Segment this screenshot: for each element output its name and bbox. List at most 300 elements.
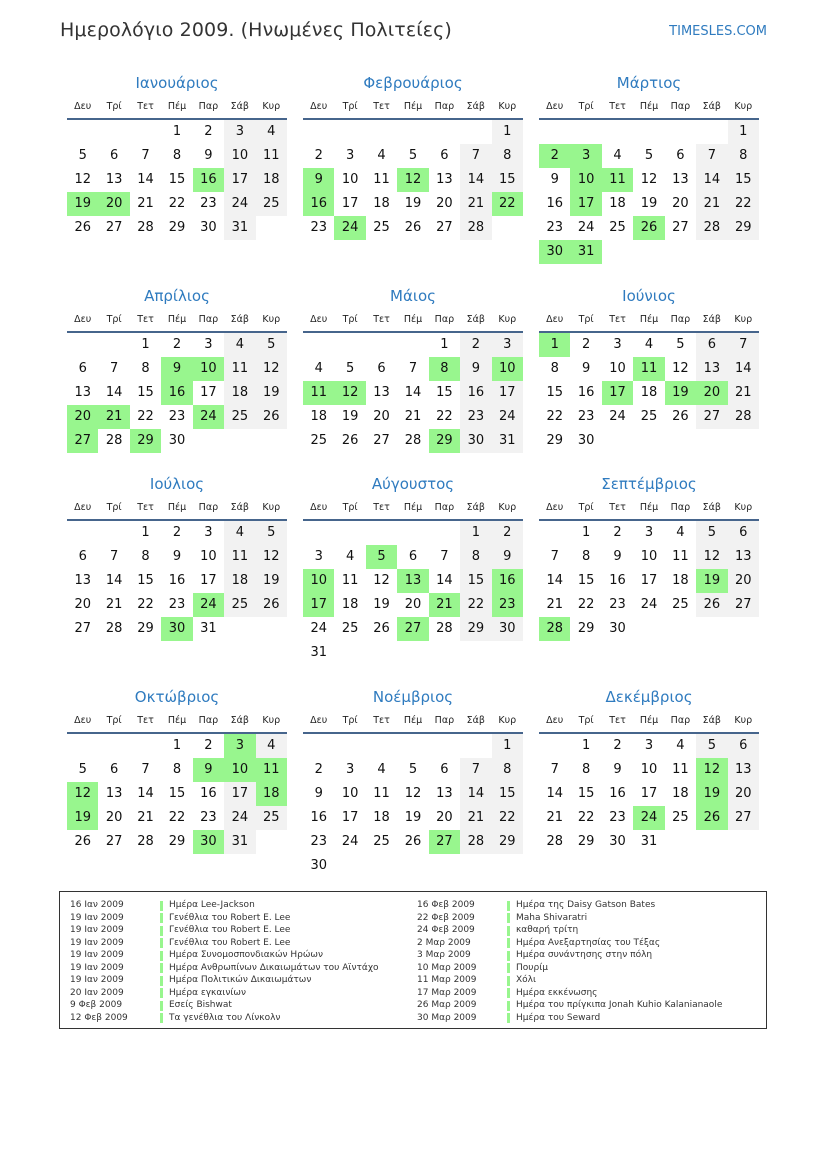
day-cell[interactable]: 8	[172, 762, 182, 777]
day-cell[interactable]: 26	[74, 834, 91, 849]
day-cell[interactable]: 1	[141, 337, 150, 352]
day-cell[interactable]: 1	[581, 525, 591, 540]
day-cell[interactable]: 13	[105, 786, 123, 801]
day-cell[interactable]: 18	[256, 168, 287, 192]
day-cell[interactable]: 7	[109, 361, 119, 376]
day-cell[interactable]: 11	[373, 172, 390, 187]
day-cell[interactable]: 18	[341, 597, 359, 612]
day-cell[interactable]: 28	[404, 433, 422, 448]
day-cell[interactable]: 10	[609, 361, 626, 376]
day-cell[interactable]: 17	[224, 168, 255, 192]
day-cell[interactable]: 27	[105, 220, 123, 235]
day-cell[interactable]: 20	[105, 810, 123, 825]
day-cell[interactable]: 6	[377, 361, 386, 376]
day-cell[interactable]: 27	[728, 593, 759, 617]
day-cell[interactable]: 20	[436, 196, 453, 211]
holiday-day-cell[interactable]: 26	[696, 806, 727, 830]
day-cell[interactable]: 2	[581, 337, 591, 352]
day-cell[interactable]: 8	[141, 361, 150, 376]
day-cell[interactable]: 29	[728, 216, 759, 240]
day-cell[interactable]: 11	[672, 762, 689, 777]
day-cell[interactable]: 15	[436, 385, 453, 400]
day-cell[interactable]: 7	[408, 361, 418, 376]
day-cell[interactable]: 29	[492, 830, 523, 854]
day-cell[interactable]: 15	[168, 786, 186, 801]
day-cell[interactable]: 24	[224, 192, 255, 216]
day-cell[interactable]: 14	[546, 573, 563, 588]
day-cell[interactable]: 25	[609, 220, 626, 235]
day-cell[interactable]: 22	[137, 409, 154, 424]
day-cell[interactable]: 24	[609, 409, 626, 424]
day-cell[interactable]: 9	[581, 361, 591, 376]
holiday-day-cell[interactable]: 17	[570, 192, 601, 216]
day-cell[interactable]: 4	[676, 525, 685, 540]
day-cell[interactable]: 26	[256, 405, 287, 429]
day-cell[interactable]: 13	[74, 385, 91, 400]
day-cell[interactable]: 1	[460, 521, 491, 545]
holiday-day-cell[interactable]: 20	[98, 192, 129, 216]
day-cell[interactable]: 23	[577, 409, 595, 424]
day-cell[interactable]: 2	[314, 148, 323, 163]
holiday-day-cell[interactable]: 23	[492, 593, 523, 617]
holiday-day-cell[interactable]: 27	[397, 617, 428, 641]
day-cell[interactable]: 11	[341, 573, 359, 588]
day-cell[interactable]: 16	[546, 196, 563, 211]
holiday-day-cell[interactable]: 1	[539, 333, 570, 357]
day-cell[interactable]: 17	[200, 385, 217, 400]
day-cell[interactable]: 8	[728, 144, 759, 168]
day-cell[interactable]: 28	[728, 405, 759, 429]
holiday-day-cell[interactable]: 27	[429, 830, 460, 854]
holiday-day-cell[interactable]: 3	[224, 734, 255, 758]
day-cell[interactable]: 9	[460, 357, 491, 381]
holiday-day-cell[interactable]: 3	[570, 144, 601, 168]
day-cell[interactable]: 17	[200, 573, 217, 588]
day-cell[interactable]: 30	[492, 617, 523, 641]
holiday-day-cell[interactable]: 12	[397, 168, 428, 192]
day-cell[interactable]: 4	[224, 333, 255, 357]
day-cell[interactable]: 15	[546, 385, 563, 400]
day-cell[interactable]: 30	[577, 433, 595, 448]
day-cell[interactable]: 26	[74, 220, 91, 235]
day-cell[interactable]: 5	[78, 148, 87, 163]
day-cell[interactable]: 19	[256, 381, 287, 405]
day-cell[interactable]: 8	[172, 148, 182, 163]
day-cell[interactable]: 9	[613, 549, 622, 564]
day-cell[interactable]: 3	[644, 738, 654, 753]
day-cell[interactable]: 27	[74, 621, 91, 636]
day-cell[interactable]: 20	[728, 569, 759, 593]
day-cell[interactable]: 27	[672, 220, 689, 235]
day-cell[interactable]: 21	[105, 597, 123, 612]
day-cell[interactable]: 16	[200, 786, 217, 801]
day-cell[interactable]: 13	[672, 172, 689, 187]
day-cell[interactable]: 4	[377, 762, 386, 777]
day-cell[interactable]: 19	[404, 810, 422, 825]
day-cell[interactable]: 7	[728, 333, 759, 357]
day-cell[interactable]: 7	[696, 144, 727, 168]
day-cell[interactable]: 17	[492, 381, 523, 405]
holiday-day-cell[interactable]: 12	[696, 758, 727, 782]
holiday-day-cell[interactable]: 11	[633, 357, 664, 381]
holiday-day-cell[interactable]: 29	[130, 429, 161, 453]
day-cell[interactable]: 15	[137, 385, 154, 400]
day-cell[interactable]: 17	[341, 196, 359, 211]
day-cell[interactable]: 25	[224, 593, 255, 617]
day-cell[interactable]: 18	[224, 381, 255, 405]
day-cell[interactable]: 2	[172, 337, 182, 352]
day-cell[interactable]: 6	[408, 549, 418, 564]
day-cell[interactable]: 3	[204, 337, 213, 352]
holiday-day-cell[interactable]: 31	[570, 240, 601, 264]
holiday-day-cell[interactable]: 20	[696, 381, 727, 405]
day-cell[interactable]: 23	[168, 409, 186, 424]
day-cell[interactable]: 29	[577, 621, 595, 636]
day-cell[interactable]: 27	[373, 433, 390, 448]
day-cell[interactable]: 14	[436, 573, 453, 588]
day-cell[interactable]: 14	[460, 782, 491, 806]
day-cell[interactable]: 12	[404, 786, 422, 801]
day-cell[interactable]: 7	[550, 549, 559, 564]
day-cell[interactable]: 6	[728, 734, 759, 758]
day-cell[interactable]: 9	[204, 148, 213, 163]
day-cell[interactable]: 29	[137, 621, 154, 636]
day-cell[interactable]: 18	[609, 196, 626, 211]
day-cell[interactable]: 10	[200, 549, 217, 564]
day-cell[interactable]: 15	[577, 573, 595, 588]
day-cell[interactable]: 28	[546, 834, 563, 849]
day-cell[interactable]: 6	[676, 148, 685, 163]
holiday-day-cell[interactable]: 30	[161, 617, 192, 641]
day-cell[interactable]: 19	[256, 569, 287, 593]
day-cell[interactable]: 29	[168, 220, 186, 235]
day-cell[interactable]: 12	[256, 357, 287, 381]
day-cell[interactable]: 26	[256, 593, 287, 617]
day-cell[interactable]: 28	[137, 834, 154, 849]
day-cell[interactable]: 28	[105, 433, 123, 448]
day-cell[interactable]: 23	[609, 597, 626, 612]
day-cell[interactable]: 4	[676, 738, 685, 753]
day-cell[interactable]: 13	[436, 172, 453, 187]
holiday-day-cell[interactable]: 9	[303, 168, 334, 192]
day-cell[interactable]: 17	[224, 782, 255, 806]
day-cell[interactable]: 13	[436, 786, 453, 801]
holiday-day-cell[interactable]: 27	[67, 429, 98, 453]
day-cell[interactable]: 28	[460, 830, 491, 854]
day-cell[interactable]: 21	[696, 192, 727, 216]
day-cell[interactable]: 21	[728, 381, 759, 405]
day-cell[interactable]: 28	[460, 216, 491, 240]
day-cell[interactable]: 27	[696, 405, 727, 429]
holiday-day-cell[interactable]: 16	[161, 381, 192, 405]
day-cell[interactable]: 26	[404, 220, 422, 235]
day-cell[interactable]: 25	[640, 409, 658, 424]
day-cell[interactable]: 30	[460, 429, 491, 453]
day-cell[interactable]: 15	[492, 168, 523, 192]
day-cell[interactable]: 13	[373, 385, 390, 400]
holiday-day-cell[interactable]: 19	[67, 192, 98, 216]
holiday-day-cell[interactable]: 26	[633, 216, 664, 240]
day-cell[interactable]: 19	[640, 196, 658, 211]
day-cell[interactable]: 14	[696, 168, 727, 192]
holiday-day-cell[interactable]: 16	[193, 168, 224, 192]
day-cell[interactable]: 5	[644, 148, 654, 163]
day-cell[interactable]: 11	[224, 545, 255, 569]
day-cell[interactable]: 3	[345, 762, 355, 777]
day-cell[interactable]: 20	[672, 196, 689, 211]
day-cell[interactable]: 5	[408, 762, 418, 777]
day-cell[interactable]: 21	[404, 409, 422, 424]
day-cell[interactable]: 23	[460, 405, 491, 429]
day-cell[interactable]: 8	[550, 361, 559, 376]
day-cell[interactable]: 24	[492, 405, 523, 429]
holiday-day-cell[interactable]: 12	[67, 782, 98, 806]
day-cell[interactable]: 18	[640, 385, 658, 400]
day-cell[interactable]: 22	[460, 593, 491, 617]
day-cell[interactable]: 6	[78, 549, 87, 564]
day-cell[interactable]: 30	[609, 621, 626, 636]
day-cell[interactable]: 10	[640, 762, 658, 777]
day-cell[interactable]: 4	[256, 120, 287, 144]
holiday-day-cell[interactable]: 9	[161, 357, 192, 381]
day-cell[interactable]: 25	[672, 597, 689, 612]
day-cell[interactable]: 4	[345, 549, 355, 564]
day-cell[interactable]: 21	[460, 192, 491, 216]
day-cell[interactable]: 8	[141, 549, 150, 564]
day-cell[interactable]: 5	[345, 361, 355, 376]
holiday-day-cell[interactable]: 21	[98, 405, 129, 429]
day-cell[interactable]: 14	[546, 786, 563, 801]
day-cell[interactable]: 23	[200, 196, 217, 211]
day-cell[interactable]: 7	[109, 549, 119, 564]
day-cell[interactable]: 8	[492, 144, 523, 168]
day-cell[interactable]: 25	[310, 433, 327, 448]
day-cell[interactable]: 3	[345, 148, 355, 163]
day-cell[interactable]: 18	[373, 196, 390, 211]
day-cell[interactable]: 30	[200, 220, 217, 235]
day-cell[interactable]: 7	[460, 758, 491, 782]
day-cell[interactable]: 3	[492, 333, 523, 357]
day-cell[interactable]: 21	[546, 810, 563, 825]
day-cell[interactable]: 31	[640, 834, 658, 849]
day-cell[interactable]: 23	[168, 597, 186, 612]
day-cell[interactable]: 3	[224, 120, 255, 144]
day-cell[interactable]: 4	[314, 361, 323, 376]
day-cell[interactable]: 12	[696, 545, 727, 569]
day-cell[interactable]: 24	[341, 834, 359, 849]
day-cell[interactable]: 20	[404, 597, 422, 612]
day-cell[interactable]: 1	[440, 337, 449, 352]
day-cell[interactable]: 11	[224, 357, 255, 381]
day-cell[interactable]: 13	[105, 172, 123, 187]
day-cell[interactable]: 25	[373, 220, 390, 235]
day-cell[interactable]: 28	[105, 621, 123, 636]
holiday-day-cell[interactable]: 17	[602, 381, 633, 405]
day-cell[interactable]: 6	[440, 762, 449, 777]
day-cell[interactable]: 5	[256, 333, 287, 357]
day-cell[interactable]: 18	[672, 573, 689, 588]
holiday-day-cell[interactable]: 29	[429, 429, 460, 453]
day-cell[interactable]: 11	[672, 549, 689, 564]
day-cell[interactable]: 23	[609, 810, 626, 825]
day-cell[interactable]: 17	[640, 573, 658, 588]
day-cell[interactable]: 17	[640, 786, 658, 801]
holiday-day-cell[interactable]: 9	[193, 758, 224, 782]
day-cell[interactable]: 5	[696, 521, 727, 545]
holiday-day-cell[interactable]: 19	[665, 381, 696, 405]
day-cell[interactable]: 29	[577, 834, 595, 849]
day-cell[interactable]: 5	[256, 521, 287, 545]
day-cell[interactable]: 14	[728, 357, 759, 381]
day-cell[interactable]: 15	[728, 168, 759, 192]
holiday-day-cell[interactable]: 20	[67, 405, 98, 429]
day-cell[interactable]: 1	[581, 738, 591, 753]
holiday-day-cell[interactable]: 24	[633, 806, 664, 830]
day-cell[interactable]: 29	[460, 617, 491, 641]
day-cell[interactable]: 27	[728, 806, 759, 830]
holiday-day-cell[interactable]: 10	[303, 569, 334, 593]
day-cell[interactable]: 30	[168, 433, 186, 448]
day-cell[interactable]: 4	[377, 148, 386, 163]
day-cell[interactable]: 2	[314, 762, 323, 777]
day-cell[interactable]: 21	[137, 196, 154, 211]
day-cell[interactable]: 22	[577, 810, 595, 825]
day-cell[interactable]: 7	[460, 144, 491, 168]
day-cell[interactable]: 1	[728, 120, 759, 144]
day-cell[interactable]: 1	[141, 525, 150, 540]
day-cell[interactable]: 14	[105, 573, 123, 588]
day-cell[interactable]: 7	[440, 549, 449, 564]
day-cell[interactable]: 19	[373, 597, 390, 612]
day-cell[interactable]: 15	[460, 569, 491, 593]
day-cell[interactable]: 25	[256, 806, 287, 830]
day-cell[interactable]: 11	[373, 786, 390, 801]
day-cell[interactable]: 5	[408, 148, 418, 163]
holiday-day-cell[interactable]: 10	[193, 357, 224, 381]
day-cell[interactable]: 14	[137, 786, 154, 801]
day-cell[interactable]: 31	[224, 830, 255, 854]
day-cell[interactable]: 2	[613, 525, 622, 540]
holiday-day-cell[interactable]: 12	[334, 381, 365, 405]
day-cell[interactable]: 3	[613, 337, 622, 352]
day-cell[interactable]: 1	[492, 120, 523, 144]
day-cell[interactable]: 14	[137, 172, 154, 187]
day-cell[interactable]: 3	[314, 549, 323, 564]
holiday-day-cell[interactable]: 18	[256, 782, 287, 806]
day-cell[interactable]: 26	[404, 834, 422, 849]
day-cell[interactable]: 23	[310, 220, 327, 235]
day-cell[interactable]: 5	[78, 762, 87, 777]
day-cell[interactable]: 22	[577, 597, 595, 612]
holiday-day-cell[interactable]: 19	[696, 569, 727, 593]
day-cell[interactable]: 8	[581, 549, 591, 564]
holiday-day-cell[interactable]: 11	[303, 381, 334, 405]
day-cell[interactable]: 28	[137, 220, 154, 235]
day-cell[interactable]: 31	[492, 429, 523, 453]
day-cell[interactable]: 3	[644, 525, 654, 540]
day-cell[interactable]: 23	[310, 834, 327, 849]
day-cell[interactable]: 10	[341, 786, 359, 801]
day-cell[interactable]: 7	[141, 148, 150, 163]
day-cell[interactable]: 12	[74, 172, 91, 187]
day-cell[interactable]: 26	[341, 433, 359, 448]
day-cell[interactable]: 20	[436, 810, 453, 825]
day-cell[interactable]: 15	[577, 786, 595, 801]
day-cell[interactable]: 4	[224, 521, 255, 545]
holiday-day-cell[interactable]: 13	[397, 569, 428, 593]
holiday-day-cell[interactable]: 10	[492, 357, 523, 381]
day-cell[interactable]: 31	[224, 216, 255, 240]
day-cell[interactable]: 9	[314, 786, 323, 801]
day-cell[interactable]: 2	[460, 333, 491, 357]
day-cell[interactable]: 21	[546, 597, 563, 612]
day-cell[interactable]: 18	[224, 569, 255, 593]
day-cell[interactable]: 1	[492, 734, 523, 758]
day-cell[interactable]: 20	[74, 597, 91, 612]
day-cell[interactable]: 16	[609, 573, 626, 588]
day-cell[interactable]: 25	[341, 621, 359, 636]
holiday-day-cell[interactable]: 16	[492, 569, 523, 593]
day-cell[interactable]: 27	[436, 220, 453, 235]
day-cell[interactable]: 5	[696, 734, 727, 758]
day-cell[interactable]: 24	[640, 597, 658, 612]
day-cell[interactable]: 6	[440, 148, 449, 163]
day-cell[interactable]: 9	[492, 545, 523, 569]
day-cell[interactable]: 29	[546, 433, 563, 448]
holiday-day-cell[interactable]: 2	[539, 144, 570, 168]
day-cell[interactable]: 6	[728, 521, 759, 545]
day-cell[interactable]: 16	[460, 381, 491, 405]
day-cell[interactable]: 22	[492, 806, 523, 830]
day-cell[interactable]: 21	[460, 806, 491, 830]
day-cell[interactable]: 21	[137, 810, 154, 825]
site-logo[interactable]: TIMESLES.COM	[669, 24, 767, 39]
day-cell[interactable]: 12	[640, 172, 658, 187]
day-cell[interactable]: 4	[613, 148, 622, 163]
day-cell[interactable]: 10	[640, 549, 658, 564]
day-cell[interactable]: 8	[460, 545, 491, 569]
day-cell[interactable]: 11	[256, 144, 287, 168]
day-cell[interactable]: 8	[492, 758, 523, 782]
day-cell[interactable]: 29	[168, 834, 186, 849]
day-cell[interactable]: 14	[404, 385, 422, 400]
day-cell[interactable]: 5	[676, 337, 685, 352]
day-cell[interactable]: 15	[492, 782, 523, 806]
day-cell[interactable]: 31	[200, 621, 217, 636]
day-cell[interactable]: 7	[550, 762, 559, 777]
day-cell[interactable]: 22	[728, 192, 759, 216]
day-cell[interactable]: 12	[672, 361, 689, 376]
day-cell[interactable]: 13	[696, 357, 727, 381]
day-cell[interactable]: 9	[613, 762, 622, 777]
day-cell[interactable]: 2	[172, 525, 182, 540]
day-cell[interactable]: 18	[672, 786, 689, 801]
day-cell[interactable]: 4	[256, 734, 287, 758]
day-cell[interactable]: 28	[696, 216, 727, 240]
day-cell[interactable]: 16	[609, 786, 626, 801]
day-cell[interactable]: 25	[224, 405, 255, 429]
day-cell[interactable]: 26	[672, 409, 689, 424]
day-cell[interactable]: 13	[728, 758, 759, 782]
holiday-day-cell[interactable]: 17	[303, 593, 334, 617]
day-cell[interactable]: 18	[310, 409, 327, 424]
day-cell[interactable]: 6	[109, 148, 119, 163]
day-cell[interactable]: 18	[373, 810, 390, 825]
day-cell[interactable]: 25	[373, 834, 390, 849]
day-cell[interactable]: 9	[550, 172, 559, 187]
day-cell[interactable]: 20	[728, 782, 759, 806]
day-cell[interactable]: 22	[168, 810, 186, 825]
